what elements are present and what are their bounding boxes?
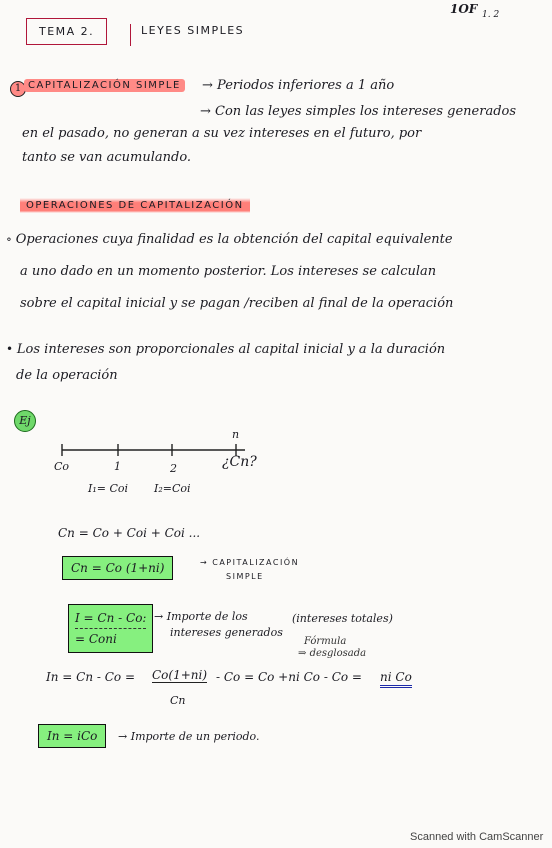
- bullet-icon: •: [6, 342, 17, 356]
- section1-line1-text: Periodos inferiores a 1 año: [217, 78, 395, 93]
- timeline-cn: ¿Cn?: [222, 454, 257, 470]
- page-number: 1OF: [450, 2, 478, 16]
- timeline-n: n: [232, 428, 240, 441]
- page-title-text: LEYES SIMPLES: [141, 24, 245, 37]
- formula-note2: [298, 648, 366, 659]
- tema-label: TEMA 2.: [39, 25, 95, 38]
- scanner-watermark: Scanned with CamScanner: [410, 831, 544, 843]
- timeline-diagram: [50, 432, 250, 464]
- equation-2-fraction-num: Co(1+ni): [152, 668, 208, 682]
- bullet1-line3: sobre el capital inicial y se pagan /reciben al final de la operación: [20, 296, 454, 311]
- box3-note: [118, 730, 259, 743]
- timeline-t2: 2: [170, 462, 177, 475]
- arrow-icon: →: [202, 78, 218, 93]
- equation-2-left: In = Cn - Co =: [46, 670, 136, 684]
- bullet-icon: ∘: [6, 232, 16, 246]
- timeline-i2: I₂=Coi: [154, 482, 191, 495]
- box3-note-text: Importe de un periodo.: [130, 730, 260, 743]
- bullet1-line1-text: Operaciones cuya finalidad es la obtención del capital equivalente: [15, 232, 453, 247]
- bullet2-line1: [6, 342, 445, 357]
- arrow-icon: →: [154, 610, 167, 623]
- tema-box: [26, 18, 107, 45]
- section1-heading: CAPITALIZACIÓN SIMPLE: [24, 79, 185, 92]
- box2-line1: I = Cn - Co:: [75, 611, 147, 625]
- timeline-c0: Co: [54, 460, 70, 473]
- formula-box-capitalization: Cn = Co (1+ni): [62, 556, 173, 580]
- formula-box-period: In = iCo: [38, 724, 106, 748]
- equation-2-rest: - Co = Co +ni Co - Co =: [216, 670, 362, 684]
- formula-note1: Fórmula: [304, 636, 347, 647]
- arrow-icon: →: [200, 104, 216, 119]
- arrow-icon: →: [118, 730, 131, 743]
- bullet1-line1: [6, 232, 453, 247]
- section2-heading: OPERACIONES DE CAPITALIZACIÓN: [20, 198, 250, 213]
- arrow-icon: →: [200, 558, 213, 567]
- bullet2-line1-text: Los intereses son proporcionales al capital inicial y a la duración: [16, 342, 446, 357]
- section1-number-text: 1: [10, 81, 26, 97]
- example-badge: Ej: [14, 410, 36, 432]
- box1-note1: [200, 558, 299, 567]
- box2-note2: intereses generados: [170, 626, 283, 639]
- section1-line2-text: Con las leyes simples los intereses generados: [215, 104, 517, 119]
- page-number-suffix: 1. 2: [482, 10, 500, 20]
- section1-line3: en el pasado, no generan a su vez intereses en el futuro, por: [22, 126, 422, 141]
- equation-1: Cn = Co + Coi + Coi ...: [58, 526, 201, 540]
- formula-note2-text: desglosada: [309, 648, 367, 659]
- page-title: [130, 24, 244, 46]
- timeline-t1: 1: [114, 460, 121, 473]
- box2-note1: [154, 610, 248, 623]
- equation-2-result: ni Co: [380, 670, 412, 688]
- equation-2-fraction-den: Cn: [170, 694, 186, 707]
- formula-box-interest: [68, 604, 153, 653]
- bullet1-line2: a uno dado en un momento posterior. Los intereses se calculan: [20, 264, 437, 279]
- bullet2-line2: de la operación: [16, 368, 118, 383]
- box1-note1-text: CAPITALIZACIÓN: [212, 558, 300, 567]
- section1-line4: tanto se van acumulando.: [22, 150, 192, 165]
- arrow-icon: ⇒: [298, 648, 310, 659]
- box2-note3: (intereses totales): [292, 612, 393, 625]
- box2-note1-text: Importe de los: [166, 610, 248, 623]
- box1-note2: SIMPLE: [226, 572, 264, 581]
- section1-line2: [200, 104, 516, 119]
- section1-line1: [202, 78, 394, 93]
- timeline-i1: I₁= Coi: [88, 482, 129, 495]
- box2-line2: = Coni: [75, 628, 146, 649]
